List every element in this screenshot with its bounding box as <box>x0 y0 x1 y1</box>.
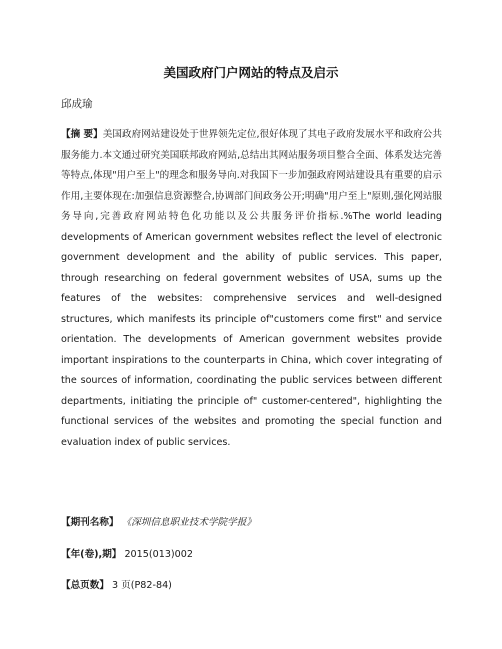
author-name: 邱成瑜 <box>61 98 93 110</box>
pages-label: 【总页数】 <box>61 580 109 591</box>
journal-value: 《深圳信息职业技术学院学报》 <box>121 517 256 528</box>
issue-row <box>61 546 193 560</box>
paper-title: 美国政府门户网站的特点及启示 <box>163 65 339 80</box>
abstract-chinese: 美国政府网站建设处于世界领先定位,很好体现了其电子政府发展水平和政府公共服务能力.本文通过研究美国联邦政府网站,总结出其网站服务项目整合全面、体系发达完善等特点,体现"用户至上"的理念和服务导向.对我国下一步加强政府网站建设具有重要的启示作用,主要体现在:加强信息资源整合,协调部门间政务公开;明确"用户至上"原则,强化网站服务导向,完善政府网站特色化功能以及公共服务评价指标. <box>61 129 442 222</box>
journal-label: 【期刊名称】 <box>61 517 119 528</box>
pages-value: 3 页(P82-84) <box>112 580 172 591</box>
abstract-english: %The world leading developments of American government websites reflect the level of electronic government development and the ability of public services. This paper, through researching on federal government websites of USA, sums up the features of the websites: comprehensive services and well-designed structures, which manifests its principle of"customers come first" and service orientation. The developments of American government websites provide important inspirations to the counterparts in China, which cover integrating of the sources of information, coordinating the public services between different departments, initiating the principle of" customer-centered", highlighting the functional services of the websites and promoting the special function and evaluation index of public services. <box>61 211 442 448</box>
issue-value: 2015(013)002 <box>124 549 193 560</box>
journal-row <box>61 514 256 528</box>
abstract-label: 【摘 要】 <box>61 129 103 140</box>
issue-label: 【年(卷),期】 <box>61 549 122 560</box>
abstract-section <box>61 125 442 453</box>
pages-row <box>61 577 172 591</box>
